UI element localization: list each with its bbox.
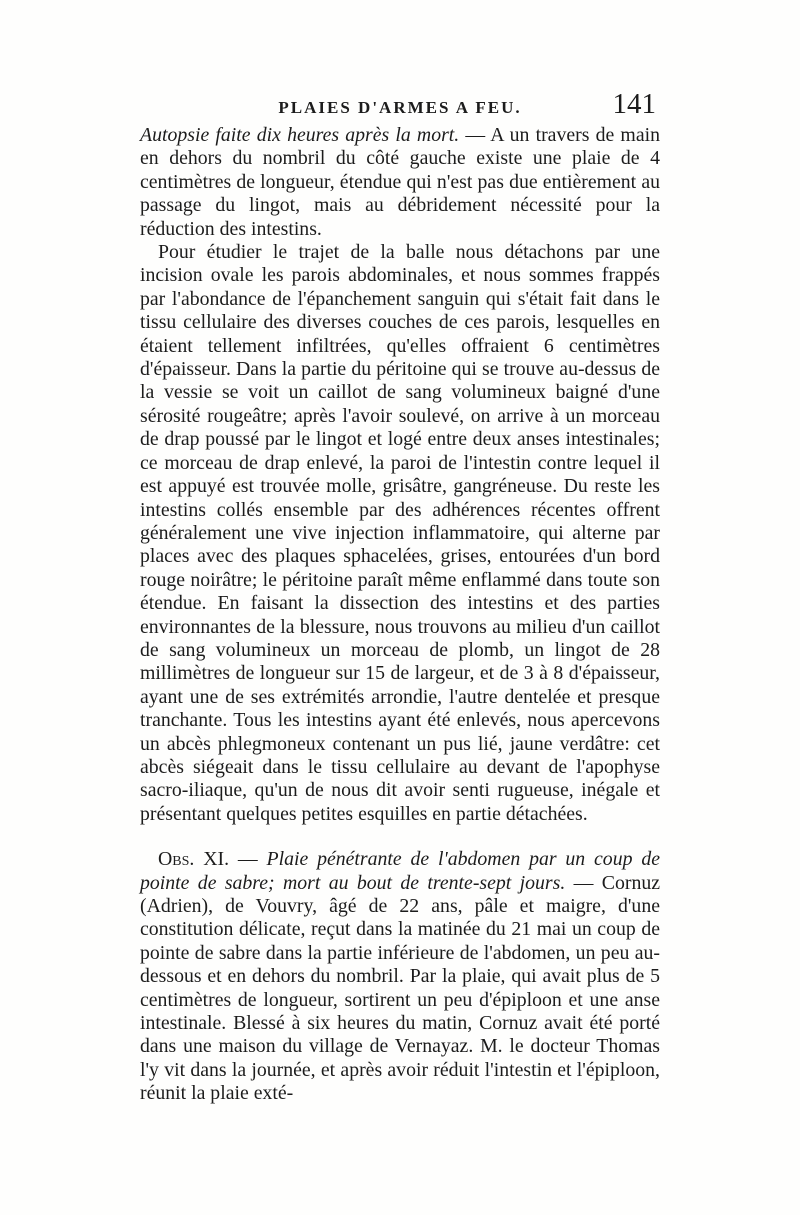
dissection-text: Pour étudier le trajet de la balle nous détachons par une incision ovale les parois abdominales, et nous sommes frappés par l'abondance de l'épanchement sanguin qui s'était fait dans le tissu cellulaire des diverses couches de ces parois, lesquelles en étaient tellement infiltrées, qu'elles offraient 6 centimètres d'épaisseur. Dans la partie du péritoine qui se trouve au-dessus de la vessie se voit un caillot de sang volumineux baigné d'une sérosité rougeâtre; après l'avoir soulevé, on arrive à un morceau de drap poussé par le lingot et logé entre deux anses intestinales; ce morceau de drap enlevé, la paroi de l'intestin contre lequel il est appuyé est trouvée molle, grisâtre, gangréneuse. Du reste les intestins collés ensemble par des adhérences récentes offrent généralement une vive injection inflammatoire, qui alterne par places avec des plaques sphacelées, grises, entourées d'un bord rouge noirâtre; le péritoine paraît même enflammé dans toute son étendue. En faisant la dissection des intestins et des parties environnantes de la blessure, nous trouvons au milieu d'un caillot de sang volumineux un morceau de plomb, un lingot de 28 millimètres de longueur sur 15 de largeur, et de 3 à 8 d'épaisseur, ayant une de ses extrémités arrondie, l'autre dentelée et presque tranchante. Tous les intestins ayant été enlevés, nous apercevons un abcès phlegmoneux contenant un pus lié, jaune verdâtre: cet abcès siégeait dans le tissu cellulaire au devant de l'apophyse sacro-iliaque, qu'un de nous dit avoir senti rugueuse, inégale et présentant quelques petites esquilles en partie détachées.: [140, 241, 660, 825]
page-number: 141: [612, 88, 656, 120]
paragraph-autopsy: [140, 124, 660, 241]
observation-title: Plaie pénétrante de l'abdomen par un coup de pointe de sabre; mort au bout de trente-sept jours.: [140, 848, 660, 894]
body-text: [140, 124, 660, 1106]
paragraph-observation-xi: [140, 848, 660, 1105]
observation-text: — Cornuz (Adrien), de Vouvry, âgé de 22 ans, pâle et maigre, d'une constitution délicate, reçut dans la matinée du 21 mai un coup de pointe de sabre dans la partie inférieure de l'abdomen, un peu au-dessous et en dehors du nombril. Par la plaie, qui avait plus de 5 centimètres de longueur, sortirent un peu d'épiploon et une anse intestinale. Blessé à six heures du matin, Cornuz avait été porté dans une maison du village de Vernayaz. M. le docteur Thomas l'y vit dans la journée, et après avoir réduit l'intestin et l'épiploon, réunit la plaie exté-: [140, 871, 660, 1105]
running-title: PLAIES D'ARMES A FEU.: [278, 98, 522, 117]
observation-dash: —: [229, 848, 267, 871]
autopsy-heading: Autopsie faite dix heures après la mort.: [140, 124, 460, 146]
page-header: [140, 88, 660, 128]
observation-label: Obs. XI.: [158, 848, 230, 871]
paragraph-dissection: [140, 241, 660, 826]
autopsy-text: — A un travers de main en dehors du nombril du côté gauche existe une plaie de 4 centimètres de longueur, étendue qui n'est pas due entièrement au passage du lingot, mais au débridement nécessité pour la réduction des intestins.: [140, 124, 660, 240]
